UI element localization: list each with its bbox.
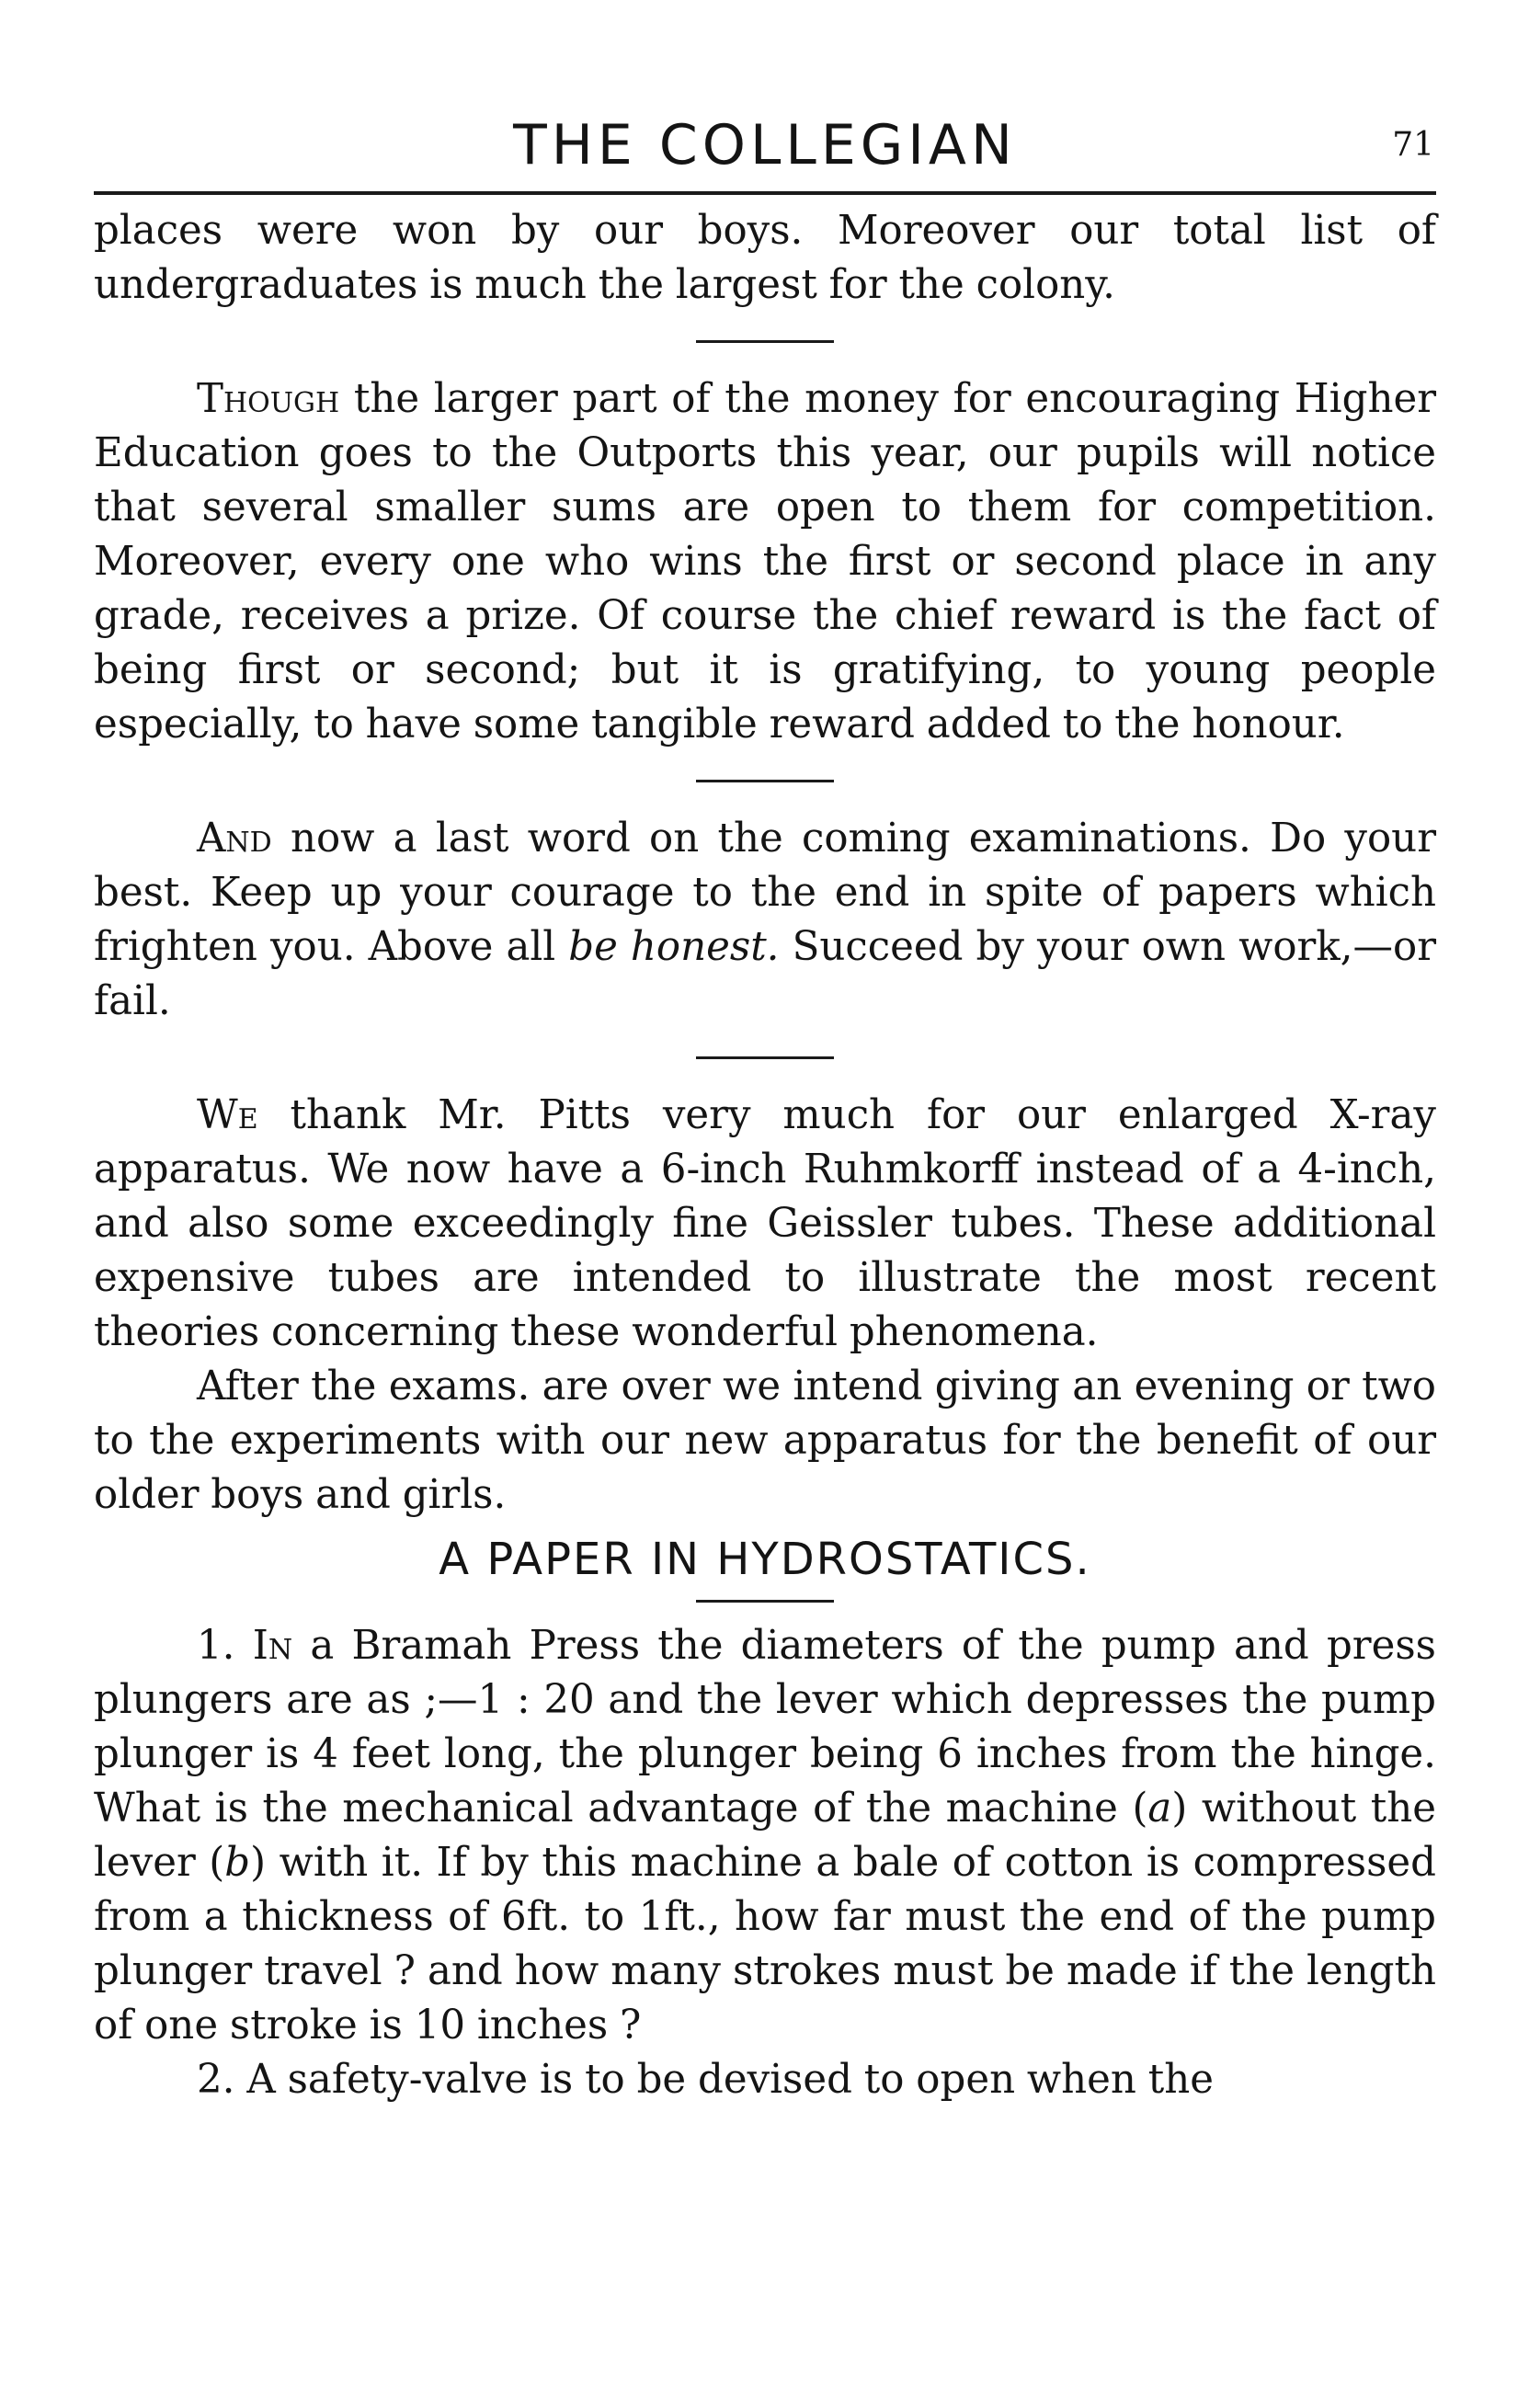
paragraph-higher-education (94, 372, 1436, 752)
question-text: ) with it. If by this machine a bale of cotton is compressed from a thickness of 6ft. to 1ft., how far must the end of the pump plunger travel ? and how many strokes must be made if the length of one stroke is 10 inches ? (94, 1840, 1437, 2049)
small-caps-lead: Though (197, 376, 340, 422)
paragraph-undergraduates (94, 204, 1436, 313)
paragraph-after-exams (94, 1360, 1436, 1523)
page (94, 108, 1436, 2107)
question-number: 2. (197, 2057, 235, 2103)
question-text: ) without the lever ( (94, 1786, 1436, 1886)
paragraph-text: thank Mr. Pitts very much for our enlarged X-ray apparatus. We now have a 6-inch Ruhmkorff instead of a 4-inch, and also some exceedingly fine Geissler tubes. These additional expensive tubes are intended to illustrate the most recent theories concerning these wonderful phenomena. (94, 1092, 1436, 1355)
section-title: A PAPER IN HYDROSTATICS. (439, 1534, 1091, 1585)
paragraph-text: places were won by our boys. Moreover our total list of undergraduates is much the largest for the colony. (94, 208, 1436, 308)
header-rule (94, 191, 1436, 195)
paragraph-text: Succeed by your own work,—or fail. (94, 924, 1436, 1024)
question-2 (94, 2053, 1436, 2107)
section-rule (696, 1600, 834, 1603)
paragraph-text: After the exams. are over we intend giving an evening or two to the experiments with our new apparatus for the benefit of our older boys and girls. (94, 1364, 1436, 1518)
small-caps-lead: And (197, 816, 272, 862)
question-number: 1. (197, 1623, 235, 1669)
question-text: a Bramah Press the diameters of the pump and press plungers are as ;—1 : 20 and the lever which depresses the pump plunger is 4 feet long, the plunger being 6 inches from the hinge. What is the mechanical advantage of the machine ( (94, 1623, 1436, 1832)
italic-letter-b: b (224, 1840, 251, 1886)
small-caps-lead: We (197, 1092, 258, 1138)
paragraph-examinations (94, 812, 1436, 1029)
running-title: THE COLLEGIAN (513, 113, 1017, 177)
paragraph-text: the larger part of the money for encouraging Higher Education goes to the Outports this year, our pupils will notice that several smaller sums are open to them for competition. Moreover, every one who wins the first or second place in any grade, receives a prize. Of course the chief reward is the fact of being first or second; but it is gratifying, to young people especially, to have some tangible reward added to the honour. (94, 376, 1436, 748)
page-number: 71 (1392, 126, 1434, 164)
paragraph-x-ray (94, 1089, 1436, 1360)
paragraph-text: now a last word on the coming examinations. Do your best. Keep up your courage to the end in spite of papers which frighten you. Above all (94, 816, 1436, 970)
separator-rule (696, 780, 834, 782)
italic-phrase: be honest. (568, 924, 780, 970)
question-1 (94, 1619, 1436, 2053)
separator-rule (696, 1056, 834, 1059)
small-caps-lead: In (252, 1623, 293, 1669)
running-head (94, 108, 1436, 182)
italic-letter-a: a (1147, 1786, 1172, 1832)
separator-rule (696, 340, 834, 343)
question-text: A safety-valve is to be devised to open when the (234, 2057, 1214, 2103)
